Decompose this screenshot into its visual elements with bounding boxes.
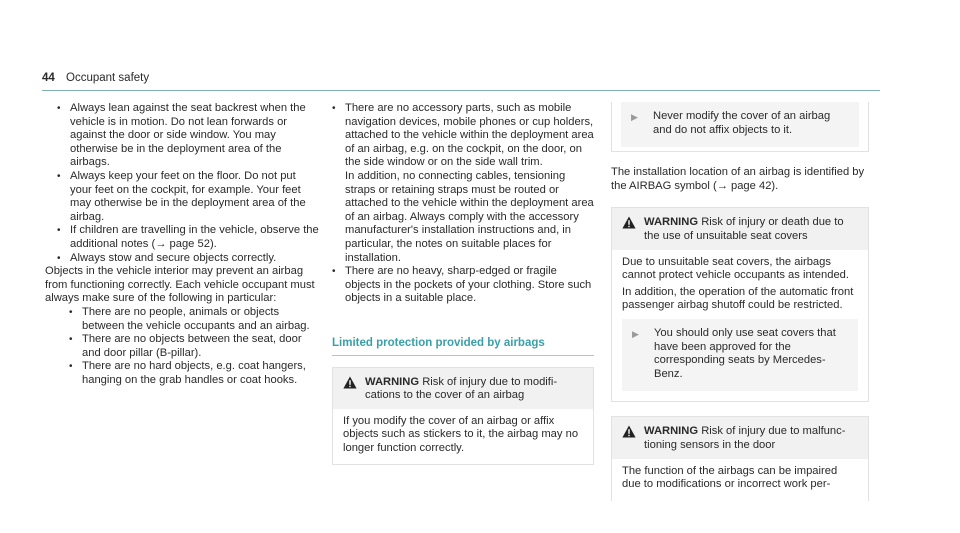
warning-box-continued bbox=[611, 102, 869, 152]
list-item: • Always keep your feet on the floor. Do not put your feet on the cockpit, for example. Your feet may otherwise be in the deployment area of the airbag. bbox=[57, 170, 319, 224]
warning-triangle-icon bbox=[343, 376, 365, 403]
warning-header bbox=[612, 208, 868, 249]
list-item: • There are no objects between the seat, door and door pillar (B-pillar). bbox=[69, 333, 319, 360]
warning-header bbox=[612, 417, 868, 458]
page-header bbox=[42, 72, 149, 84]
section-name: Occupant safety bbox=[66, 72, 150, 84]
warning-label: WARNING bbox=[644, 425, 699, 438]
list-item: • Always lean against the seat backrest when the vehicle is in motion. Do not lean forwards or against the door or side window. You may otherwise be in the deployment area of the airbags. bbox=[57, 102, 319, 170]
note-text: Never modify the cover of an airbag and do not affix objects to it. bbox=[653, 110, 831, 136]
warning-label: WARNING bbox=[644, 216, 699, 229]
column-2 bbox=[332, 102, 594, 465]
play-arrow-icon: ▶ bbox=[632, 328, 639, 339]
list-item: • Always stow and secure objects correctly. bbox=[57, 252, 319, 266]
warning-body: If you modify the cover of an airbag or affix objects such as stickers to it, the airbag may no longer function correctly. bbox=[343, 414, 579, 454]
section-title: Limited protection provided by airbags bbox=[332, 337, 594, 356]
warning-triangle-icon bbox=[622, 216, 644, 243]
warning-label: WARNING bbox=[365, 375, 420, 388]
list-item: • There are no heavy, sharp-edged or fragile objects in the pockets of your clothing. Store such objects in a suitable place. bbox=[332, 265, 594, 306]
warning-body: The function of the airbags can be impaired due to modifications or incorrect work per- bbox=[622, 464, 838, 491]
column-1 bbox=[45, 102, 319, 387]
column-3 bbox=[611, 102, 869, 501]
list-item[interactable]: • If children are travelling in the vehicle, observe the additional notes (→ page 52). bbox=[57, 224, 319, 251]
warning-triangle-icon bbox=[622, 425, 644, 452]
warning-heading: Risk of injury or death due to the use of unsuitable seat covers bbox=[644, 216, 844, 242]
note-box bbox=[622, 319, 858, 391]
list-item: • There are no people, animals or objects between the vehicle occupants and an airbag. bbox=[69, 306, 319, 333]
note-box bbox=[621, 102, 859, 147]
warning-box bbox=[611, 207, 869, 402]
list-item: • There are no accessory parts, such as mobile navigation devices, mobile phones or cup holders, attached to the vehicle within the deployment area of an airbag, e.g. on the cockpit, on the door, on the side window or on the side wall trim. bbox=[332, 102, 594, 170]
list-item-continuation: In addition, no connecting cables, tensioning straps or retaining straps must be routed or attached to the vehicle within the deployment area of an airbag. Always comply with the accessory manufacturer's installation instructions and, in particular, the notes on suitable places for installation. bbox=[345, 169, 594, 264]
warning-heading: Risk of injury due to modifications to the cover of an airbag bbox=[365, 375, 558, 402]
note-text: You should only use seat covers that have been approved for the corresponding seats by Mercedes-Benz. bbox=[654, 326, 836, 380]
warning-header bbox=[333, 368, 593, 409]
play-arrow-icon: ▶ bbox=[631, 112, 638, 122]
page-number: 44 bbox=[42, 72, 55, 84]
warning-box bbox=[611, 416, 869, 500]
warning-heading: Risk of injury due to malfunctioning sensors in the door bbox=[644, 425, 846, 451]
warning-body: In addition, the operation of the automatic front passenger airbag shutoff could be restricted. bbox=[622, 285, 854, 312]
list-item: • There are no hard objects, e.g. coat hangers, hanging on the grab handles or coat hooks. bbox=[69, 360, 319, 387]
objects-paragraph: Objects in the vehicle interior may prevent an airbag from functioning correctly. Each vehicle occupant must always make sure of the following in particular: bbox=[45, 265, 315, 305]
header-rule bbox=[42, 90, 880, 91]
install-text: The installation location of an airbag is identified by the AIRBAG symbol (→ page 42). bbox=[611, 166, 865, 192]
warning-box bbox=[332, 367, 594, 466]
warning-body: Due to unsuitable seat covers, the airbags cannot protect vehicle occupants as intended. bbox=[622, 255, 850, 282]
